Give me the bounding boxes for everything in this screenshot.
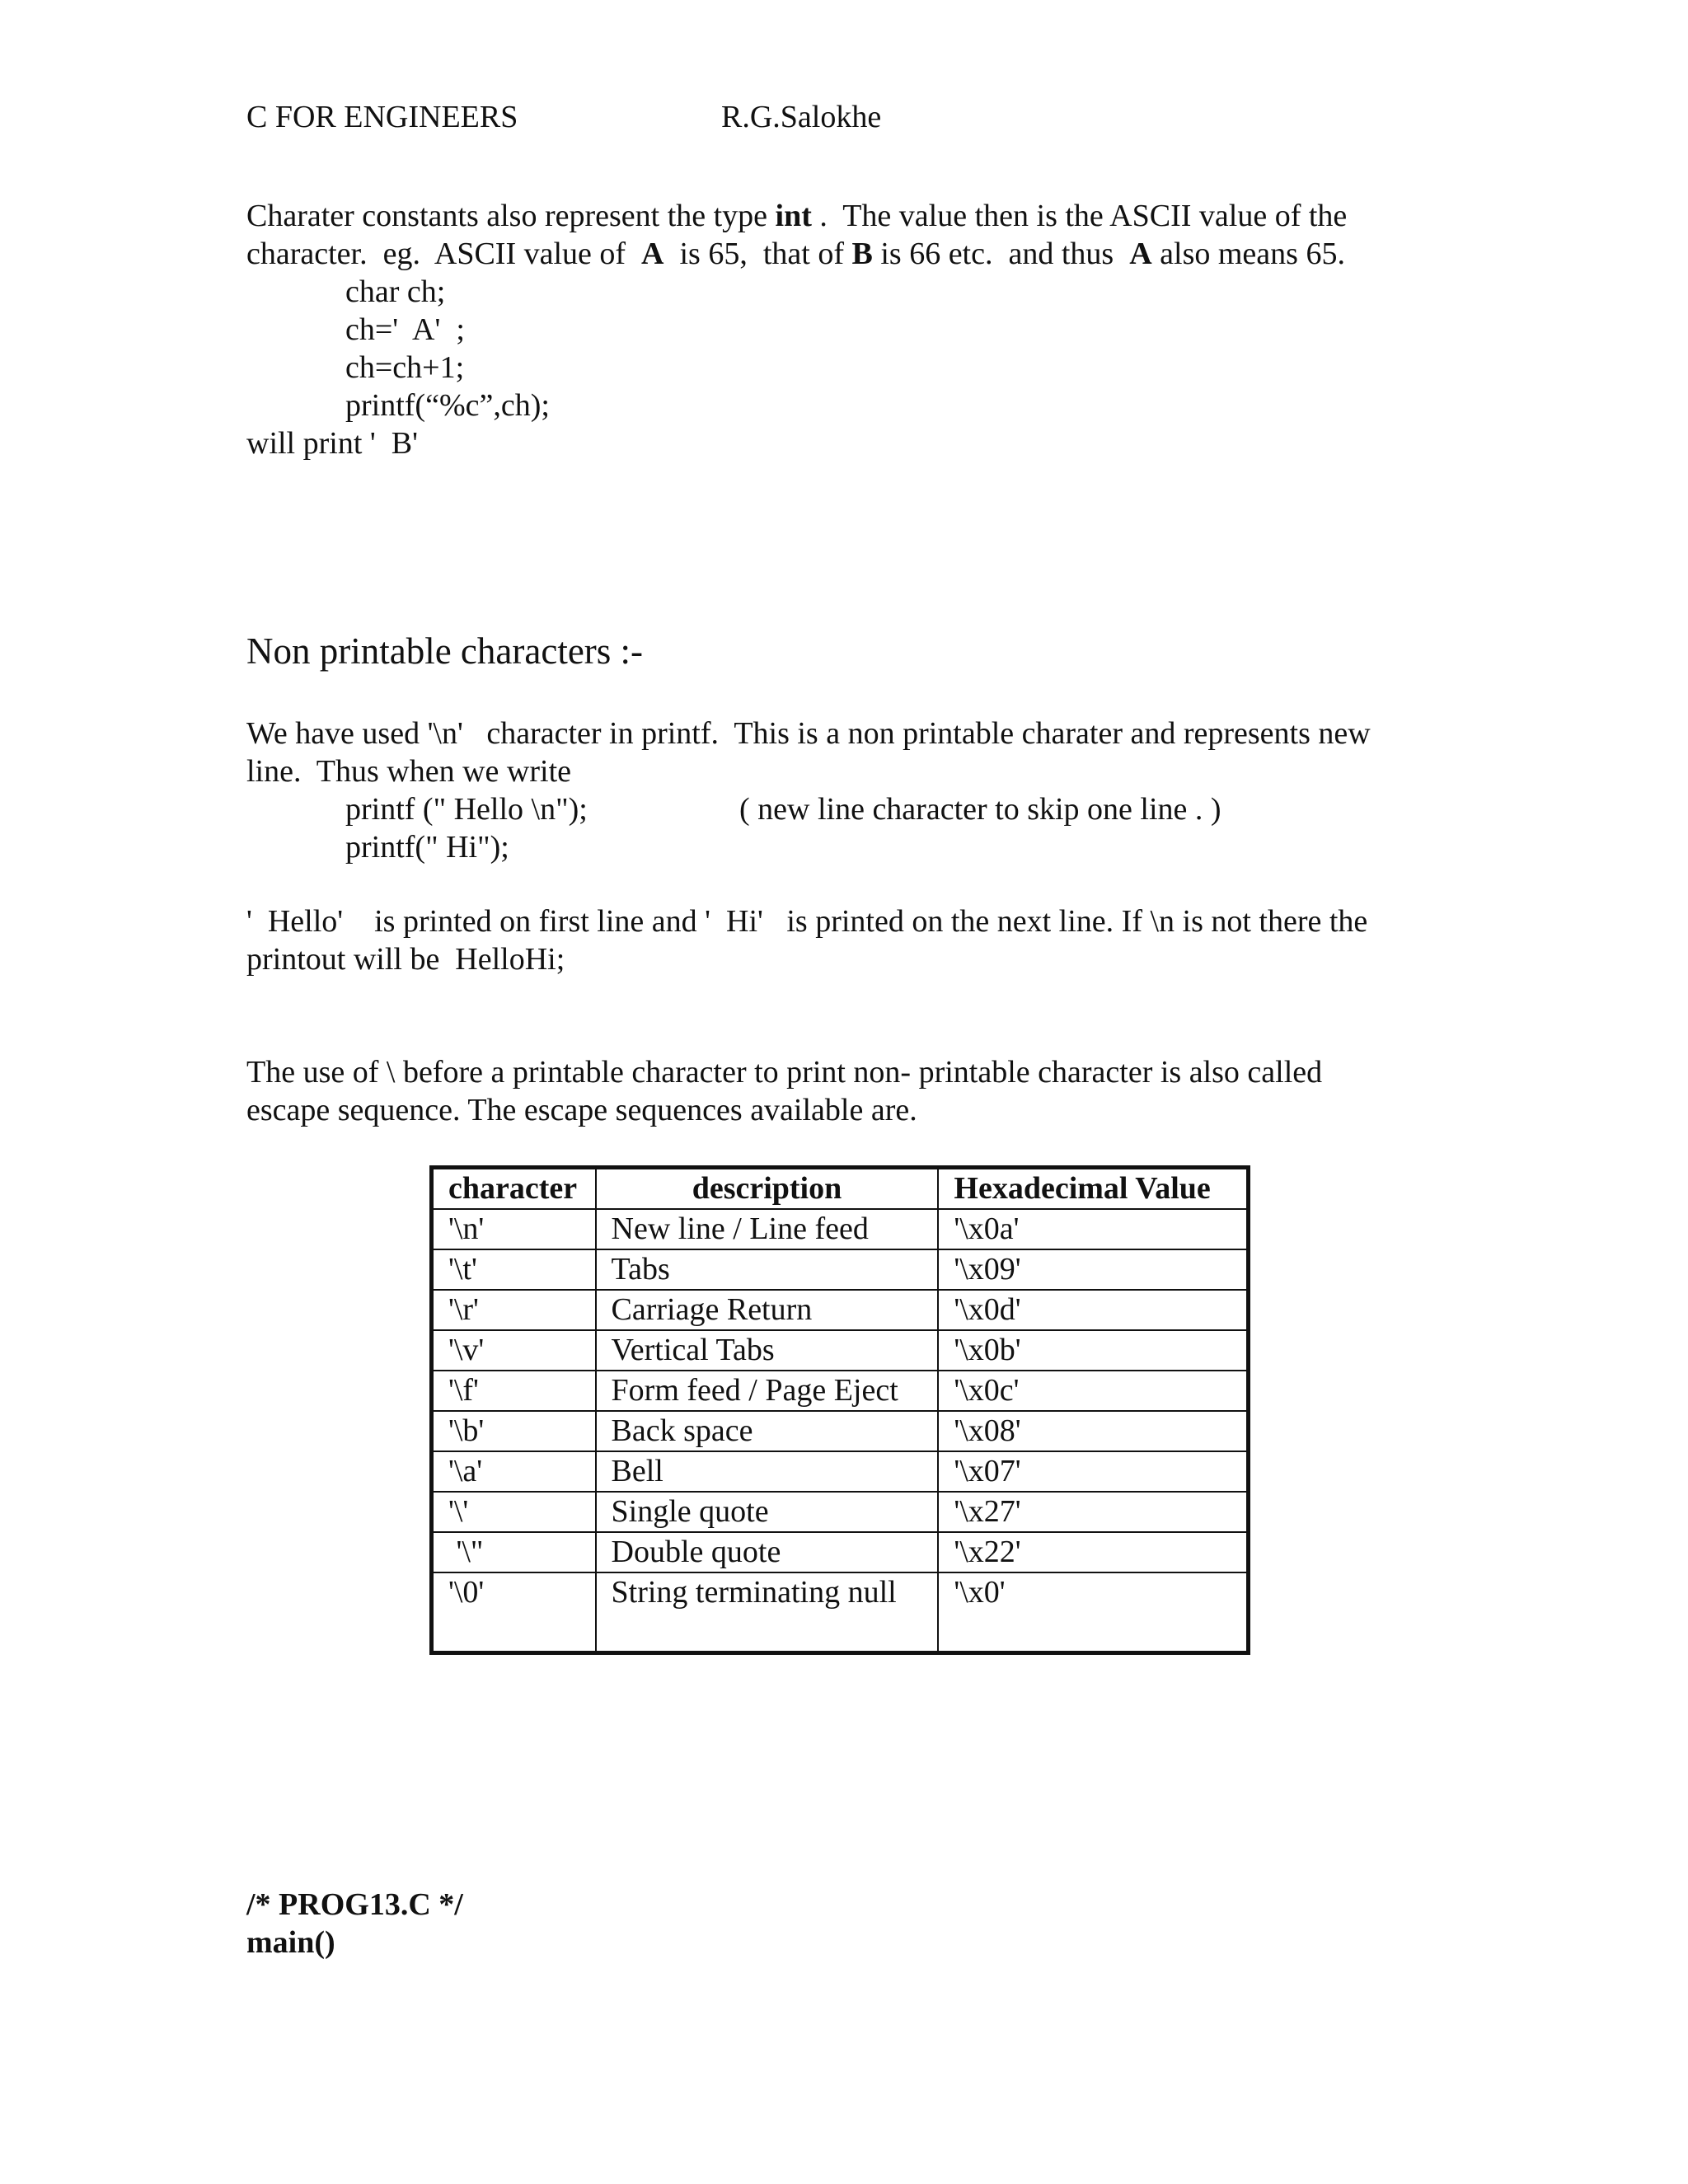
table-cell: '\r'	[432, 1290, 596, 1330]
table-cell: '\a'	[432, 1451, 596, 1492]
paragraph-line: We have used '\n' character in printf. This is a non printable charater and represents new	[246, 716, 1371, 751]
code-line: ch=ch+1;	[345, 350, 465, 385]
code-comment: ( new line character to skip one line . )	[739, 792, 1221, 827]
table-row	[432, 1371, 1249, 1411]
code-line: ch=' A' ;	[345, 312, 465, 347]
table-cell: '\x0b'	[938, 1330, 1248, 1371]
code-line: char ch;	[345, 274, 446, 309]
column-header-character: character	[432, 1168, 596, 1210]
table-cell: '\x08'	[938, 1411, 1248, 1451]
table-cell: Vertical Tabs	[596, 1330, 939, 1371]
table-row	[432, 1290, 1249, 1330]
output-note: will print ' B'	[246, 426, 418, 461]
text-span: also means 65.	[1151, 237, 1345, 271]
table-cell: '\x0c'	[938, 1371, 1248, 1411]
table-cell: New line / Line feed	[596, 1209, 939, 1249]
table-cell: '\b'	[432, 1411, 596, 1451]
table-cell: '\'	[432, 1492, 596, 1532]
text-span: . The value then is the ASCII value of the	[811, 199, 1348, 233]
paragraph-line: ' Hello' is printed on first line and ' Hi' is printed on the next line. If \n is not there the	[246, 904, 1368, 939]
table-cell: '\x0d'	[938, 1290, 1248, 1330]
table-cell: '\x0'	[938, 1572, 1248, 1653]
text-span: Charater constants also represent the type	[246, 199, 776, 233]
escape-sequence-table	[429, 1165, 1250, 1655]
table-row	[432, 1532, 1249, 1572]
column-header-description: description	[596, 1168, 939, 1210]
program-comment: /* PROG13.C */	[246, 1887, 463, 1922]
table-cell: Carriage Return	[596, 1290, 939, 1330]
table-row	[432, 1249, 1249, 1290]
paragraph-line	[246, 235, 1345, 273]
text-span: is 66 etc. and thus	[872, 237, 1130, 271]
table-cell: '\x22'	[938, 1532, 1248, 1572]
table-row	[432, 1572, 1249, 1653]
paragraph-line: The use of \ before a printable character to print non- printable character is also called	[246, 1055, 1323, 1090]
text-span: character. eg. ASCII value of	[246, 237, 642, 271]
table-row	[432, 1330, 1249, 1371]
table-cell: Back space	[596, 1411, 939, 1451]
paragraph-line: line. Thus when we write	[246, 754, 571, 789]
table-cell: Tabs	[596, 1249, 939, 1290]
table-cell: '\0'	[432, 1572, 596, 1653]
table-cell: '\v'	[432, 1330, 596, 1371]
bold-letter: A	[1129, 237, 1152, 271]
table-cell: '\x07'	[938, 1451, 1248, 1492]
bold-letter: B	[851, 237, 873, 271]
paragraph-line: printout will be HelloHi;	[246, 942, 565, 977]
table-cell: Single quote	[596, 1492, 939, 1532]
table-cell: String terminating null	[596, 1572, 939, 1653]
table-header-row	[432, 1168, 1249, 1210]
code-line: printf (" Hello \n");	[345, 792, 588, 827]
table-cell: Form feed / Page Eject	[596, 1371, 939, 1411]
table-row	[432, 1411, 1249, 1451]
table-cell: Double quote	[596, 1532, 939, 1572]
header-author: R.G.Salokhe	[721, 100, 882, 134]
main-function: main()	[246, 1925, 335, 1960]
table-cell: '\x0a'	[938, 1209, 1248, 1249]
table-cell: '\t'	[432, 1249, 596, 1290]
table-cell: Bell	[596, 1451, 939, 1492]
keyword-int: int	[775, 199, 812, 233]
table-row	[432, 1209, 1249, 1249]
header-title: C FOR ENGINEERS	[246, 100, 518, 134]
column-header-hex: Hexadecimal Value	[938, 1168, 1248, 1210]
text-span: is 65, that of	[663, 237, 852, 271]
section-heading: Non printable characters :-	[246, 630, 644, 672]
table-cell: '\x27'	[938, 1492, 1248, 1532]
table-cell: '\"	[432, 1532, 596, 1572]
bold-letter: A	[641, 237, 664, 271]
table-row	[432, 1451, 1249, 1492]
table-row	[432, 1492, 1249, 1532]
table-cell: '\n'	[432, 1209, 596, 1249]
paragraph-line: escape sequence. The escape sequences available are.	[246, 1093, 917, 1127]
code-line: printf(“%c”,ch);	[345, 388, 550, 423]
paragraph-line	[246, 197, 1347, 235]
table-cell: '\x09'	[938, 1249, 1248, 1290]
table-cell: '\f'	[432, 1371, 596, 1411]
code-line: printf(" Hi");	[345, 830, 509, 865]
